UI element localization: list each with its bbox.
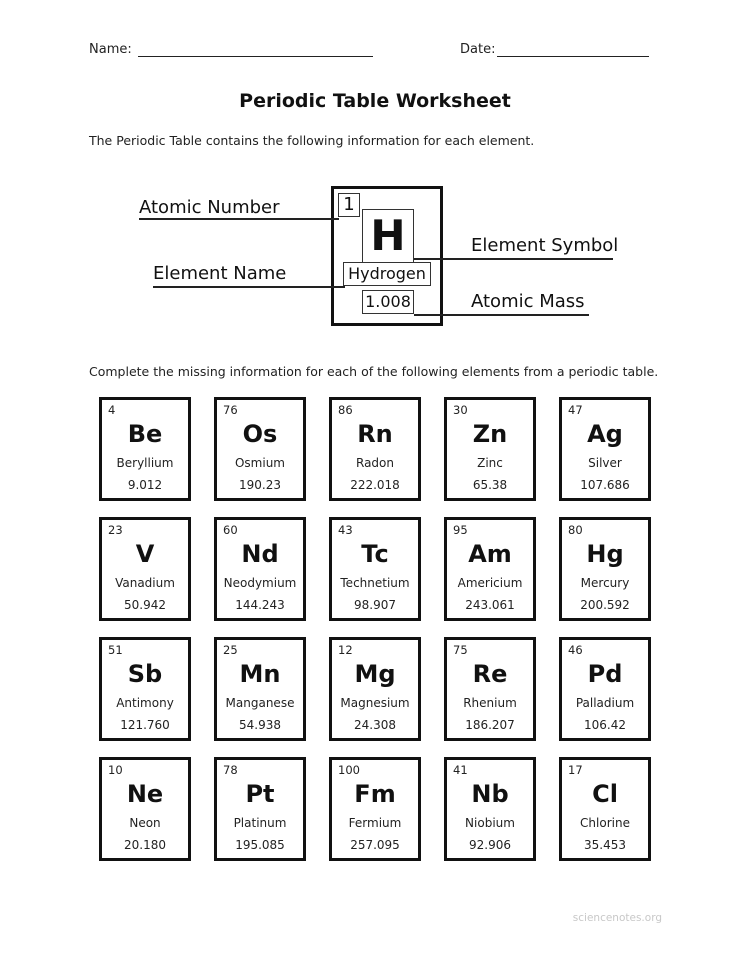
- element-atomic-number: 23: [108, 523, 123, 537]
- element-atomic-number: 17: [568, 763, 583, 777]
- element-symbol: Ne: [126, 780, 164, 808]
- element-atomic-mass: 195.085: [235, 838, 285, 852]
- element-atomic-mass: 65.38: [472, 478, 508, 492]
- element-atomic-mass: 54.938: [239, 718, 281, 732]
- element-symbol: Mn: [239, 660, 281, 688]
- element-symbol: Pd: [587, 660, 623, 688]
- element-symbol: Pt: [245, 780, 275, 808]
- element-tile: [444, 517, 536, 621]
- element-name: Palladium: [575, 696, 635, 710]
- element-symbol: Ag: [587, 420, 623, 448]
- element-atomic-number: 47: [568, 403, 583, 417]
- source-watermark: sciencenotes.org: [572, 912, 662, 924]
- element-symbol: Sb: [127, 660, 163, 688]
- element-tile: [99, 397, 191, 501]
- intro-text: The Periodic Table contains the following information for each element.: [89, 133, 535, 148]
- element-atomic-mass: 9.012: [127, 478, 163, 492]
- key-example-mass: 1.008: [362, 290, 414, 314]
- element-tile: [329, 757, 421, 861]
- element-symbol: Zn: [472, 420, 508, 448]
- element-tile: [444, 397, 536, 501]
- element-name: Rhenium: [463, 696, 517, 710]
- element-atomic-number: 41: [453, 763, 468, 777]
- element-name: Neodymium: [223, 576, 297, 590]
- element-tile: [99, 637, 191, 741]
- key-label-atomic-number: Atomic Number: [139, 197, 280, 218]
- element-symbol: Cl: [592, 780, 618, 808]
- element-tile: [559, 517, 651, 621]
- element-symbol: Nb: [471, 780, 509, 808]
- element-atomic-mass: 243.061: [465, 598, 515, 612]
- element-atomic-number: 60: [223, 523, 238, 537]
- element-atomic-mass: 190.23: [239, 478, 281, 492]
- atomic-number-leader-line: [139, 218, 339, 220]
- element-atomic-number: 86: [338, 403, 353, 417]
- element-tile: [99, 517, 191, 621]
- element-name: Radon: [356, 456, 394, 470]
- element-atomic-number: 51: [108, 643, 123, 657]
- element-tile: [214, 757, 306, 861]
- element-tile: [559, 637, 651, 741]
- element-name: Platinum: [233, 816, 287, 830]
- element-tile: [329, 637, 421, 741]
- element-name: Silver: [588, 456, 622, 470]
- element-atomic-mass: 106.42: [584, 718, 626, 732]
- element-atomic-mass: 222.018: [350, 478, 400, 492]
- element-atomic-number: 30: [453, 403, 468, 417]
- element-name: Niobium: [465, 816, 515, 830]
- element-name: Chlorine: [580, 816, 630, 830]
- element-symbol: Mg: [354, 660, 396, 688]
- element-atomic-mass: 107.686: [580, 478, 630, 492]
- element-atomic-mass: 144.243: [235, 598, 285, 612]
- element-atomic-mass: 121.760: [120, 718, 170, 732]
- element-atomic-mass: 24.308: [354, 718, 396, 732]
- element-atomic-mass: 35.453: [584, 838, 626, 852]
- element-name: Beryllium: [116, 456, 174, 470]
- element-symbol: Fm: [354, 780, 396, 808]
- key-label-element-symbol: Element Symbol: [471, 235, 619, 256]
- element-tile: [214, 517, 306, 621]
- date-blank-line[interactable]: [497, 42, 649, 57]
- element-tile: [444, 637, 536, 741]
- element-atomic-number: 43: [338, 523, 353, 537]
- element-atomic-mass: 186.207: [465, 718, 515, 732]
- element-atomic-number: 46: [568, 643, 583, 657]
- key-label-element-name: Element Name: [153, 263, 287, 284]
- element-atomic-mass: 50.942: [124, 598, 166, 612]
- atomic-mass-leader-line: [414, 314, 589, 316]
- element-tile: [99, 757, 191, 861]
- element-atomic-number: 100: [338, 763, 360, 777]
- page-title: Periodic Table Worksheet: [239, 90, 511, 112]
- name-field-row: [89, 42, 373, 57]
- element-name: Americium: [457, 576, 523, 590]
- date-label: Date:: [460, 42, 496, 57]
- element-symbol: Re: [472, 660, 508, 688]
- key-example-symbol: H: [362, 209, 414, 263]
- element-symbol-leader-line: [414, 258, 613, 260]
- element-tile: [214, 397, 306, 501]
- element-name-leader-line: [153, 286, 345, 288]
- element-tile: [444, 757, 536, 861]
- element-atomic-number: 78: [223, 763, 238, 777]
- element-name: Antimony: [116, 696, 174, 710]
- element-symbol: V: [135, 540, 155, 568]
- element-name: Zinc: [477, 456, 503, 470]
- element-name: Magnesium: [340, 696, 410, 710]
- element-atomic-number: 10: [108, 763, 123, 777]
- element-atomic-number: 76: [223, 403, 238, 417]
- element-atomic-number: 12: [338, 643, 353, 657]
- element-symbol: Am: [468, 540, 512, 568]
- element-symbol: Be: [127, 420, 163, 448]
- element-tile: [329, 517, 421, 621]
- element-atomic-mass: 92.906: [469, 838, 511, 852]
- element-symbol: Nd: [241, 540, 279, 568]
- element-atomic-number: 75: [453, 643, 468, 657]
- element-symbol: Rn: [357, 420, 393, 448]
- element-tile: [559, 757, 651, 861]
- element-tile: [214, 637, 306, 741]
- element-atomic-mass: 200.592: [580, 598, 630, 612]
- name-label: Name:: [89, 42, 132, 57]
- instructions-text: Complete the missing information for each of the following elements from a periodic table.: [89, 364, 659, 379]
- element-atomic-mass: 98.907: [354, 598, 396, 612]
- element-atomic-mass: 20.180: [124, 838, 166, 852]
- element-name: Fermium: [348, 816, 402, 830]
- element-name: Vanadium: [115, 576, 175, 590]
- key-example-number: 1: [338, 193, 360, 217]
- element-atomic-number: 80: [568, 523, 583, 537]
- element-name: Technetium: [340, 576, 410, 590]
- name-blank-line[interactable]: [138, 42, 373, 57]
- element-atomic-number: 4: [108, 403, 116, 417]
- element-name: Manganese: [225, 696, 295, 710]
- element-tile: [329, 397, 421, 501]
- element-name: Osmium: [234, 456, 285, 470]
- element-atomic-number: 25: [223, 643, 238, 657]
- key-label-atomic-mass: Atomic Mass: [471, 291, 585, 312]
- element-name: Mercury: [580, 576, 630, 590]
- element-atomic-mass: 257.095: [350, 838, 400, 852]
- element-symbol: Tc: [361, 540, 389, 568]
- key-example-name: Hydrogen: [343, 262, 431, 286]
- date-field-row: [460, 42, 649, 57]
- element-atomic-number: 95: [453, 523, 468, 537]
- element-symbol: Hg: [586, 540, 624, 568]
- element-name: Neon: [129, 816, 161, 830]
- element-tile: [559, 397, 651, 501]
- element-symbol: Os: [242, 420, 278, 448]
